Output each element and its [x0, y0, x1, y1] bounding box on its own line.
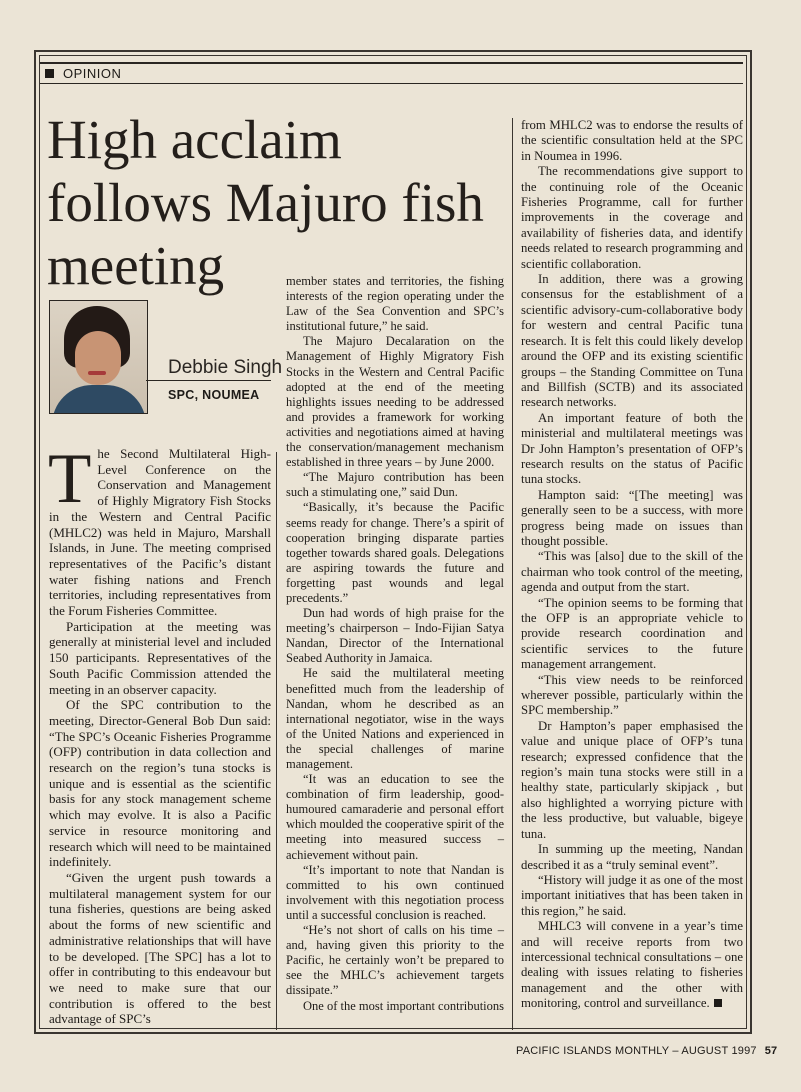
- article-paragraph: “He’s not short of calls on his time – and, having given this priority to the Pacific, he certainly won’t be prepared to see the MHLC’s achievement targets dissipate.”: [286, 923, 504, 998]
- article-paragraph: “Given the urgent push towards a multilateral management system for our tuna fisheries, questions are being asked about the forms of new scientific and administrative relationships that will have to be developed. [The SPC] has a lot to offer in contributing to this endeavour but we need to make sure that our contribution is offered to the best advantage of SPC’s: [49, 869, 271, 1027]
- byline-divider: [146, 380, 271, 381]
- section-rule-top: [40, 62, 743, 64]
- article-paragraph: The Majuro Decalaration on the Management of Highly Migratory Fish Stocks in the Western and Central Pacific adopted at the end of the meeting highlights issues needing to be addressed and provides a framework for working activities and negotiations aimed at having the conservation/management mechanism established in three years – by June 2000.: [286, 334, 504, 470]
- article-paragraph: In summing up the meeting, Nandan described it as a “truly seminal event”.: [521, 842, 743, 872]
- article-paragraph: “This view needs to be reinforced wherever possible, particularly within the SPC membership.”: [521, 672, 743, 718]
- article-column-1: [48, 440, 271, 1027]
- article-paragraph: Of the SPC contribution to the meeting, Director-General Bob Dun said: “The SPC’s Oceanic Fisheries Programme (OFP) contribution in data collection and research on the region’s tuna stocks is unique and is essential as the scientific basis for any stock management scheme which may evolve. It is also a Pacific service in resource monitoring and research which will need to be maintained indefinitely.: [49, 697, 271, 870]
- byline-org: SPC, NOUMEA: [168, 388, 260, 402]
- article-paragraph: “History will judge it as one of the most important initiatives that has been taken in this region,” he said.: [521, 872, 743, 918]
- article-paragraph: Dr Hampton’s paper emphasised the value and unique place of OFP’s tuna research; expressed confidence that the region’s main tuna stocks were still in a healthy state, particularly skipjack , but also highlighted a worrying picture with the less productive, but valuable, bigeye tuna.: [521, 718, 743, 841]
- article-paragraph: member states and territories, the fishing interests of the region operating under the Law of the Sea Convention and SPC’s institutional future,” he said.: [286, 274, 504, 334]
- article-paragraph: Dun had words of high praise for the meeting’s chairperson – Indo-Fijian Satya Nandan, Director of the International Seabed Authority in Jamaica.: [286, 606, 504, 666]
- article-paragraph: “It’s important to note that Nandan is committed to his own continued involvement with this negotiation process until a successful conclusion is reached.: [286, 862, 504, 922]
- byline-name: Debbie Singh: [168, 357, 283, 378]
- column-divider: [276, 452, 277, 1030]
- page-number: 57: [764, 1045, 778, 1057]
- drop-cap: T: [48, 440, 92, 518]
- author-photo: [49, 300, 148, 414]
- end-mark-icon: [714, 999, 722, 1007]
- article-column-3: [521, 118, 743, 1012]
- article-paragraph: “This was [also] due to the skill of the chairman who took control of the meeting, agenda and output from the start.: [521, 549, 743, 595]
- article-paragraph: The recommendations give support to the continuing role of the Oceanic Fisheries Programme, call for further improvements in the coverage and availability of fisheries data, and identify needs related to research programming and scientific collaboration.: [521, 164, 743, 271]
- article-paragraph: One of the most important contributions: [303, 998, 505, 1013]
- article-paragraph: Participation at the meeting was generally at ministerial level and included 150 participants. Representatives of the South Pacific Commission attended the meeting in an observer capacity.: [49, 618, 271, 697]
- page-footer: [516, 1045, 777, 1057]
- article-paragraph: An important feature of both the ministerial and multilateral meetings was Dr John Hampton’s presentation of OFP’s research results on the status of Pacific tuna stocks.: [521, 410, 743, 487]
- article-paragraph: The Second Multilateral High-Level Conference on the Conservation and Management of Highly Migratory Fish Stocks in the Western and Central Pacific (MHLC2) was held in Majuro, Marshall Islands, in June. The meeting comprised representatives of the Pacific’s distant water fishing nations and French territories, including representatives from the Forum Fisheries Committee.: [48, 440, 271, 619]
- article-paragraph: In addition, there was a growing consensus for the establishment of a scientific advisory-cum-collaborative body for western and central Pacific tuna research. It is felt this could likely develop around the OFP and its existing scientific groups – the Standing Committee on Tuna and Billfish (SCTB) and its associated research networks.: [521, 272, 743, 410]
- article-paragraph: He said the multilateral meeting benefitted much from the leadership of Nandan, whom he described as an international negotiator, wise in the ways of the United Nations and experienced in the special challenges of marine management.: [286, 666, 504, 771]
- headline: High acclaim follows Majuro fish meeting: [47, 109, 484, 296]
- square-bullet-icon: [45, 69, 54, 78]
- article-paragraph: Hampton said: “[The meeting] was generally seen to be a success, with more progress being made on issues than thought possible.: [521, 487, 743, 548]
- article-paragraph: MHLC3 will convene in a year’s time and will receive reports from two intercessional technical consultations – one dealing with issues relating to fisheries management and the other with monitoring, control and surveillance.: [521, 919, 743, 1011]
- section-rule-bottom: [40, 83, 743, 84]
- article-column-2: [286, 274, 504, 1014]
- article-paragraph: “It was an education to see the combination of firm leadership, good-humoured camaraderie and personal effort which moulded the cooperative spirit of the meeting into measured success – achievement without pain.: [286, 772, 504, 862]
- article-paragraph: “Basically, it’s because the Pacific seems ready for change. There’s a spirit of cooperation bringing disparate parties together towards shared goals. Delegations are aspiring towards the future and forgetting past wounds and legal precedents.”: [286, 500, 504, 605]
- article-paragraph: “The Majuro contribution has been such a stimulating one,” said Dun.: [286, 470, 504, 500]
- column-divider: [512, 118, 513, 1030]
- section-label-text: OPINION: [63, 66, 122, 81]
- publication-info: PACIFIC ISLANDS MONTHLY – AUGUST 1997: [516, 1045, 757, 1057]
- section-label: [45, 66, 121, 81]
- article-paragraph: from MHLC2 was to endorse the results of the scientific consultation held at the SPC in Noumea in 1996.: [521, 118, 743, 163]
- article-paragraph: “The opinion seems to be forming that the OFP is an appropriate vehicle to provide research coordination and scientific services to the future management arrangement.: [521, 595, 743, 672]
